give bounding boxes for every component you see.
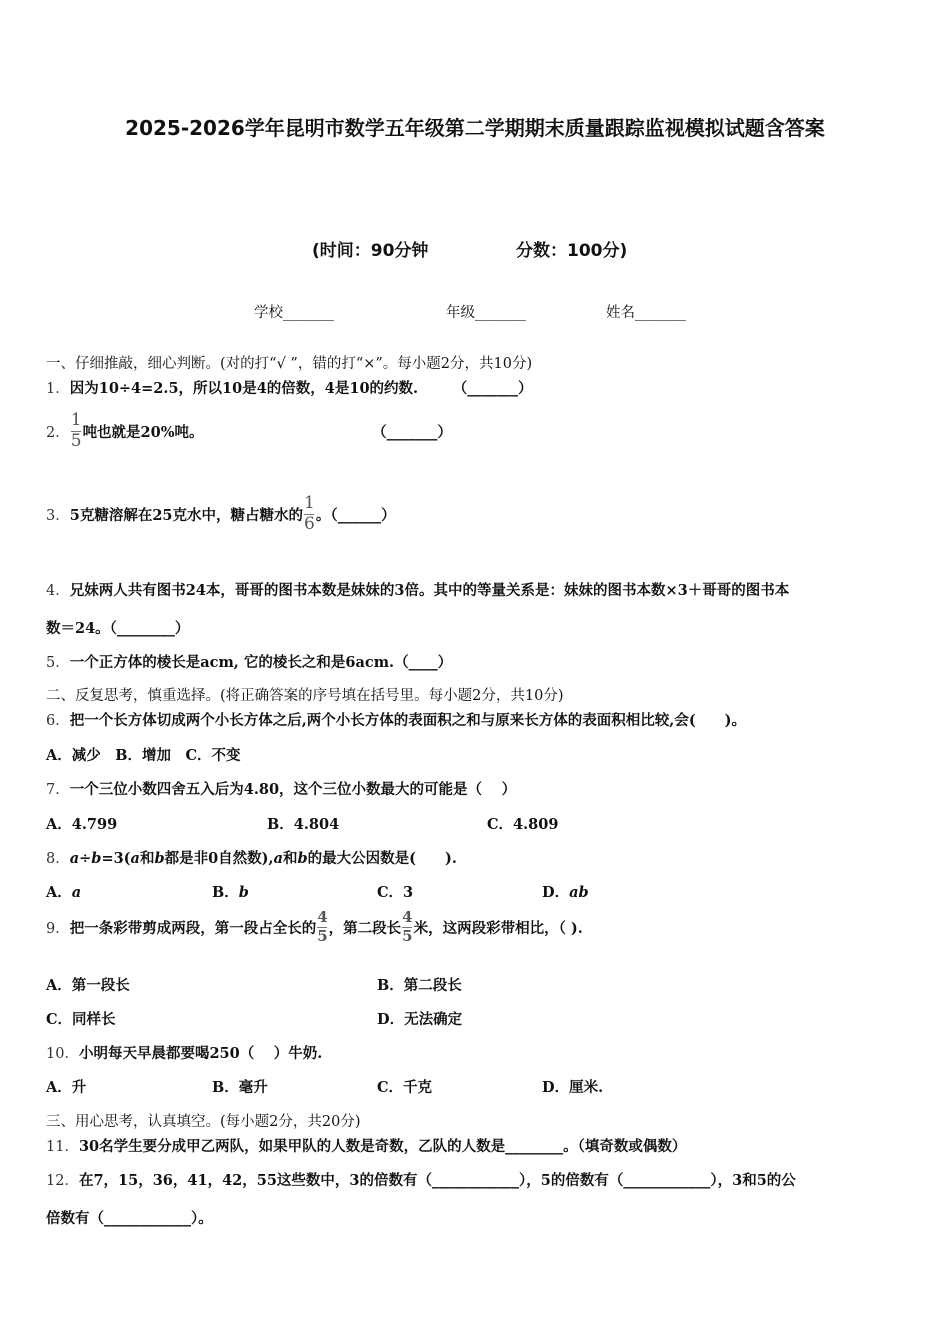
question-number: 8．: [46, 851, 70, 867]
question-7: [46, 778, 516, 799]
question-text: 倍数有（____________）。: [46, 1210, 213, 1227]
question-text: 5克糖溶解在25克水中，糖占糖水的: [69, 506, 304, 524]
option-c: C．4.809: [487, 816, 559, 833]
grade-field: 年级_______: [446, 305, 526, 321]
question-2: [46, 412, 452, 451]
page-title: 2025-2026学年昆明市数学五年级第二学期期末质量跟踪监视模拟试题含答案: [125, 116, 825, 140]
question-text: 一个正方体的棱长是acm, 它的棱长之和是6acm.（____）: [69, 654, 453, 671]
option-d: D．厘米.: [542, 1079, 604, 1096]
question-number: 4．: [46, 583, 70, 599]
question-number: 11．: [46, 1139, 79, 1155]
option-c: C．3: [377, 884, 414, 901]
fraction: [71, 412, 82, 451]
question-text: 兄妹两人共有图书24本，哥哥的图书本数是妹妹的3倍。其中的等量关系是：妹妹的图书本数×3＋哥哥的图书本: [69, 582, 790, 599]
option-a: A．4.799: [46, 816, 118, 833]
option-b: B．4.804: [267, 816, 340, 833]
question-number: 5．: [46, 655, 70, 671]
question-number: 10．: [46, 1046, 79, 1062]
question-12: [46, 1169, 796, 1190]
question-10: [46, 1042, 322, 1063]
question-text: 小明每天早晨都要喝250（ ）牛奶.: [78, 1045, 323, 1062]
option-a: A．升: [46, 1079, 87, 1096]
question-number: 6．: [46, 713, 70, 729]
exam-score: 分数：100分): [516, 241, 628, 261]
answer-blank: （_______）: [372, 423, 452, 441]
question-number: 3．: [46, 507, 70, 524]
fraction: $\frac{4}{5}$: [402, 908, 413, 945]
question-4: [46, 579, 789, 600]
question-1: [46, 377, 532, 398]
question-text: 把一个长方体切成两个小长方体之后,两个小长方体的表面积之和与原来长方体的表面积相比较,会( )。: [69, 712, 747, 729]
answer-blank: 。（______）: [315, 506, 396, 524]
option-c: C．同样长: [46, 1011, 116, 1028]
question-8: 8．a÷b=3(a和b都是非0自然数),a和b的最大公因数是( ).: [46, 850, 457, 867]
question-text: 把一条彩带剪成两段，第一段占全长的: [69, 919, 317, 937]
question-text: 吨也就是20%吨。: [82, 423, 204, 441]
question-number: 2．: [46, 424, 70, 441]
question-3: [46, 495, 396, 534]
option-b: B．毫升: [212, 1079, 268, 1096]
question-11: [46, 1135, 686, 1156]
option-c: C．千克: [377, 1079, 433, 1096]
section-2-heading: 二、反复思考，慎重选择。(将正确答案的序号填在括号里。每小题2分，共10分): [46, 688, 564, 704]
answer-blank: （_______）: [452, 380, 533, 397]
option-b: B．b: [212, 884, 249, 901]
fraction-denominator: 5: [70, 430, 82, 451]
question-text: 数＝24。（________）: [46, 620, 190, 637]
question-12-line-2: [46, 1207, 213, 1228]
fraction-numerator: 1: [304, 493, 315, 513]
option-list: A．减少 B．增加 C．不变: [46, 747, 241, 764]
question-number: 9．: [46, 920, 70, 937]
fraction-denominator: 6: [304, 513, 315, 534]
school-field: 学校_______: [254, 305, 334, 321]
question-number: 12．: [46, 1173, 79, 1189]
question-text: 一个三位小数四舍五入后为4.80，这个三位小数最大的可能是（ ）: [69, 781, 517, 798]
question-9: 9．把一条彩带剪成两段，第一段占全长的 $\frac{4}{5}$ ，第二段长 $\frac{4}{5}$ 米，这两段彩带相比，（ ).: [46, 908, 583, 945]
question-text: 因为10÷4=2.5，所以10是4的倍数，4是10的约数.: [69, 380, 419, 397]
exam-time: (时间：90分钟: [312, 241, 429, 261]
fraction: $\frac{4}{5}$: [317, 908, 328, 945]
question-6-options: [46, 744, 241, 765]
section-3-heading: 三、用心思考，认真填空。(每小题2分，共20分): [46, 1114, 361, 1130]
fraction: [304, 495, 315, 534]
question-6: [46, 709, 746, 730]
name-field: 姓名_______: [606, 305, 686, 321]
question-4-line-2: [46, 617, 189, 638]
question-5: [46, 651, 452, 672]
option-b: B．第二段长: [377, 977, 462, 994]
section-1-heading: 一、仔细推敲，细心判断。(对的打“√ ”，错的打“×”。每小题2分，共10分): [46, 356, 533, 372]
question-text: 30名学生要分成甲乙两队，如果甲队的人数是奇数，乙队的人数是________。（填奇数或偶数）: [78, 1138, 687, 1155]
option-a: A．a: [46, 884, 82, 901]
question-number: 1．: [46, 381, 70, 397]
question-text: 在7，15，36，41，42，55这些数中，3的倍数有（____________），5的倍数有（____________），3和5的公: [78, 1172, 796, 1189]
fraction-numerator: 1: [70, 410, 82, 430]
option-a: A．第一段长: [46, 977, 130, 994]
option-d: D．ab: [542, 884, 589, 901]
option-d: D．无法确定: [377, 1011, 463, 1028]
question-number: 7．: [46, 782, 70, 798]
